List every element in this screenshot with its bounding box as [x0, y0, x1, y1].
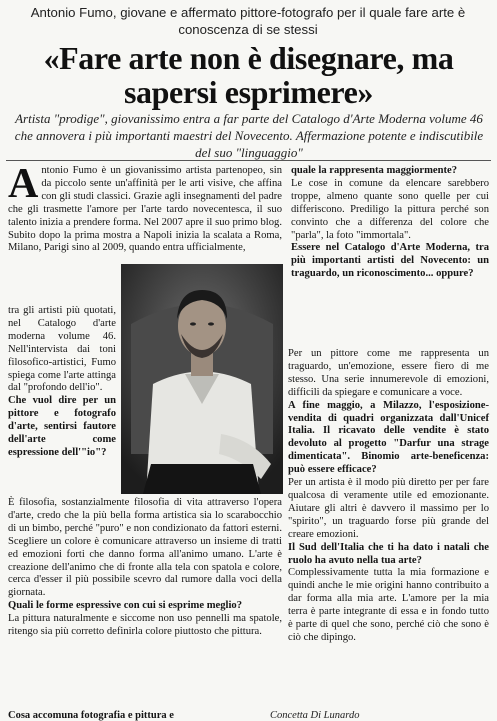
divider [6, 160, 491, 161]
question: quale la rappresenta maggiormente? [291, 165, 458, 176]
question: Essere nel Catalogo d'Arte Moderna, tra più importanti artisti del Novecento: un traguardo, un riconoscimento... oppure? [291, 242, 489, 280]
continued-line: Cosa accomuna fotografia e pittura e [8, 710, 174, 721]
answer: Complessivamente tutta la mia formazione e quindi anche le mie origini hanno contribuito a dar forma alla mia arte. L'amore per la mia terra è parte integrante di essa e in fondo tutto è parte di quel che sono, perché ciò che sono è ciò che dipingo. [288, 567, 489, 643]
answer: La pittura naturalmente e siccome non uso pennelli ma spatole, ritengo sia più corretto definirla colore piuttosto che pittura. [8, 613, 282, 638]
article-col2-narrow [288, 348, 489, 645]
article-paragraph: tra gli artisti più quotati, nel Catalogo d'arte moderna volume 46. Nell'intervista dai toni filosofico-artistici, Fumo spiega come l'arte attinga dal "profondo dell'io". [8, 305, 116, 394]
question: Il Sud dell'Italia che ti ha dato i natali che ruolo ha avuto nella tua arte? [288, 541, 489, 566]
article-col2-top [291, 165, 489, 281]
answer: È filosofia, sostanzialmente filosofia di vita attraverso l'opera d'arte, credo che la più bella forma artistica sia lo scarabocchio di un bimbo, perché "puro" e non condizionato da fattori esterni. Scegliere un colore è comunicare attraverso un insieme di tratti ed emozioni forti che danno forma all'animo umano. L'arte è creazione dell'animo che di fronte alla tela con spatola e colore, cerca d'esser il più possibile scevro dal rumore dalla voci della giornata. [8, 497, 282, 599]
question: Che vuol dire per un pittore e fotografo d'arte, sentirsi fautore dell'arte come espressione dell'"io"? [8, 395, 116, 458]
article-col1-narrow [8, 305, 116, 460]
question: A fine maggio, a Milazzo, l'esposizione-vendita di quadri organizzata dall'Unicef Italia. Il ricavato delle vendite è stato devoluto al progetto "Darfur una strage dimenticata". Binomio arte-beneficenza: può essere efficace? [288, 399, 489, 476]
headline: «Fare arte non è disegnare, ma sapersi esprimere» [43, 40, 454, 110]
answer: Per un pittore come me rappresenta un traguardo, un'emozione, essere fiero di me stesso. Una serie innumerevole di emozioni, difficili da spiegare e comunicare a voce. [288, 348, 489, 398]
byline: Concetta Di Lunardo [270, 710, 360, 721]
article-col1-top [8, 161, 282, 255]
article-col1-bottom [8, 497, 282, 639]
answer: Le cose in comune da elencare sarebbero troppe, almeno quante sono quelle per cui differiscono. Prediligo la pittura perché son convinto che a differenza del colore che "parla", la foto "immortala". [291, 177, 489, 241]
deck: Artista "prodige", giovanissimo entra a far parte del Catalogo d'Arte Moderna volume 46 che annovera i più importanti maestri del Novecento. Affermazione potente e indiscutibile del suo "linguaggio" [14, 111, 484, 160]
answer: Per un artista è il modo più diretto per per fare qualcosa di veramente utile ed emozionante. Aiutare gli altri è davvero il massimo per lo "spirito", un traguardo forse più grande del creare emozioni. [288, 477, 489, 540]
article-intro: ntonio Fumo è un giovanissimo artista partenopeo, sin da piccolo sente un'affinità per le arti visive, che affina con gli studi classici. Grazie agli insegnamenti del padre che gli trasmette l'amore per l'arte tardo novecentesca, il suo talento inizia a prendere forma. Nel 2007 apre il suo primo blog. Subito dopo la prima mostra a Napoli inizia la scalata a Roma, Milano, Parigi sino al 2009, quando entra ufficialmente, [8, 165, 282, 254]
dropcap: A [8, 161, 39, 207]
question: Quali le forme espressive con cui si esprime meglio? [8, 600, 243, 612]
kicker: Antonio Fumo, giovane e affermato pittore-fotografo per il quale fare arte è conoscenza di se stessi [30, 5, 466, 37]
portrait-photo [121, 264, 283, 494]
